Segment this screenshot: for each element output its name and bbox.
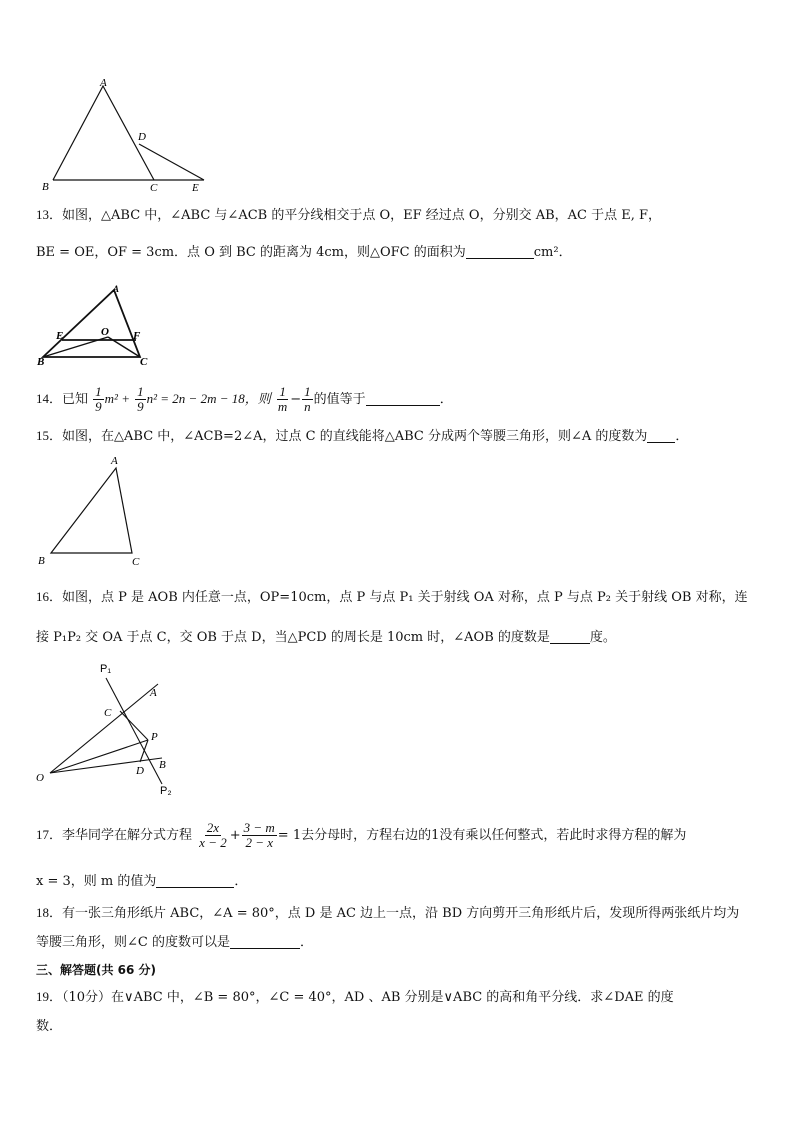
question-17-text-2: x = 3，则 m 的值为 — [36, 874, 157, 889]
question-18-number: 18． — [36, 905, 63, 920]
question-13-line2 — [36, 243, 758, 263]
question-16-number: 16． — [36, 589, 63, 604]
label-b: B — [37, 356, 45, 368]
section-heading-3: 三、解答题(共 66 分) — [36, 963, 157, 977]
question-14-end: ． — [439, 392, 453, 407]
fraction-2x-over-x-minus-2: $\frac{2x}{x - 2}$ — [199, 820, 227, 850]
label-a: A — [113, 284, 120, 294]
question-19-text-2: 数． — [36, 1019, 63, 1034]
question-16-text-1: 如图，点 P 是 AOB 内任意一点，OP=10cm，点 P 与点 P₁ 关于射线 OA 对称，点 P 与点 P₂ 关于射线 OB 对称，连 — [62, 590, 748, 605]
question-17-line1 — [36, 818, 758, 853]
answer-blank-18[interactable] — [230, 934, 300, 949]
question-13-number: 13． — [36, 207, 63, 222]
fraction-one-over-m: $\frac{1}{m}$ — [277, 384, 288, 414]
question-18-end: ． — [299, 935, 313, 950]
question-17-number: 17． — [36, 827, 63, 842]
fraction-one-ninth-a: $\frac{1}{9}$ — [95, 384, 102, 414]
answer-blank-17[interactable] — [156, 873, 234, 888]
question-14-suffix: 的值等于 — [313, 392, 366, 407]
question-19-line2 — [36, 1017, 758, 1037]
question-17-end: ． — [234, 874, 248, 889]
question-15-text: 如图，在△ABC 中，∠ACB=2∠A，过点 C 的直线能将△ABC 分成两个等腰三角形，则∠A 的度数为 — [62, 429, 648, 444]
label-a: A — [111, 455, 118, 467]
question-17-prefix: 李华同学在解分式方程 — [62, 828, 193, 843]
question-14-prefix: 已知 — [62, 392, 89, 407]
label-f: F — [133, 330, 141, 342]
label-b: B — [38, 555, 45, 567]
label-p2: P₂ — [160, 785, 172, 797]
question-13-unit: cm²． — [533, 245, 572, 260]
minus-sign: − — [290, 392, 302, 407]
question-13-text-2: BE = OE，OF = 3cm．点 O 到 BC 的距离为 4cm，则△OFC 的面积为 — [36, 245, 466, 260]
question-17-line2 — [36, 872, 758, 892]
question-18-line1 — [36, 903, 758, 924]
plus-sign: + — [229, 828, 241, 843]
figure-reflection-p1-p2 — [30, 660, 190, 800]
fraction-one-over-n: $\frac{1}{n}$ — [304, 384, 311, 414]
question-14-expr-end: n² = 2n − 2m − 18，则 — [146, 391, 271, 406]
question-15 — [36, 426, 758, 447]
question-17-suffix: = 1去分母时，方程右边的1没有乘以任何整式，若此时求得方程的解为 — [277, 828, 687, 843]
question-16-line1 — [36, 587, 758, 608]
figure-triangle-eof — [36, 282, 166, 372]
question-14-number: 14． — [36, 391, 63, 406]
question-18-line2 — [36, 933, 758, 953]
label-e: E — [56, 330, 64, 342]
label-c: C — [140, 356, 148, 368]
question-18-text-2: 等腰三角形，则∠C 的度数可以是 — [36, 935, 230, 950]
label-d: D — [138, 131, 146, 143]
label-c: C — [132, 556, 140, 568]
question-13-text-1: 如图，△ABC 中，∠ABC 与∠ACB 的平分线相交于点 O，EF 经过点 O，分别交 AB，AC 于点 E, F， — [62, 208, 662, 223]
question-18-text-1: 有一张三角形纸片 ABC，∠A = 80°，点 D 是 AC 边上一点，沿 BD 方向剪开三角形纸片后，发现所得两张纸片均为 — [62, 906, 740, 921]
question-19-line1 — [36, 987, 758, 1008]
label-c: C — [104, 707, 112, 719]
question-14-expr-mid: m² + — [104, 391, 130, 406]
question-19-number: 19． — [36, 989, 63, 1004]
fraction-one-ninth-b: $\frac{1}{9}$ — [137, 384, 144, 414]
question-16-line2 — [36, 628, 758, 648]
question-16-text-2: 接 P₁P₂ 交 OA 于点 C，交 OB 于点 D，当△PCD 的周长是 10cm 时，∠AOB 的度数是 — [36, 630, 550, 645]
question-19-text-1: （10分）在∨ABC 中，∠B = 80°，∠C = 40°，AD 、AB 分别是∨ABC 的高和角平分线．求∠DAE 的度 — [62, 990, 674, 1005]
label-e: E — [192, 182, 199, 194]
label-o: O — [101, 326, 109, 338]
question-13-line1 — [36, 205, 758, 226]
answer-blank-15[interactable] — [647, 428, 675, 443]
label-p: P — [151, 731, 158, 743]
label-c: C — [150, 182, 158, 194]
answer-blank-13[interactable] — [466, 244, 534, 259]
label-a: A — [100, 77, 107, 89]
question-15-number: 15． — [36, 428, 63, 443]
question-14 — [36, 384, 758, 415]
answer-blank-14[interactable] — [366, 391, 440, 406]
label-a: A — [150, 687, 157, 699]
label-b: B — [159, 759, 166, 771]
answer-blank-16[interactable] — [550, 629, 590, 644]
fraction-3-minus-m-over-2-minus-x: $\frac{3 - m}{2 - x}$ — [243, 820, 275, 850]
question-16-end: 度。 — [589, 630, 616, 645]
figure-triangle-abcde — [36, 76, 216, 196]
label-d: D — [136, 765, 144, 777]
figure-triangle-abc — [36, 452, 156, 570]
question-15-end: ． — [675, 429, 689, 444]
label-o: O — [36, 772, 44, 784]
label-b: B — [42, 181, 49, 193]
label-p1: P₁ — [100, 663, 112, 675]
